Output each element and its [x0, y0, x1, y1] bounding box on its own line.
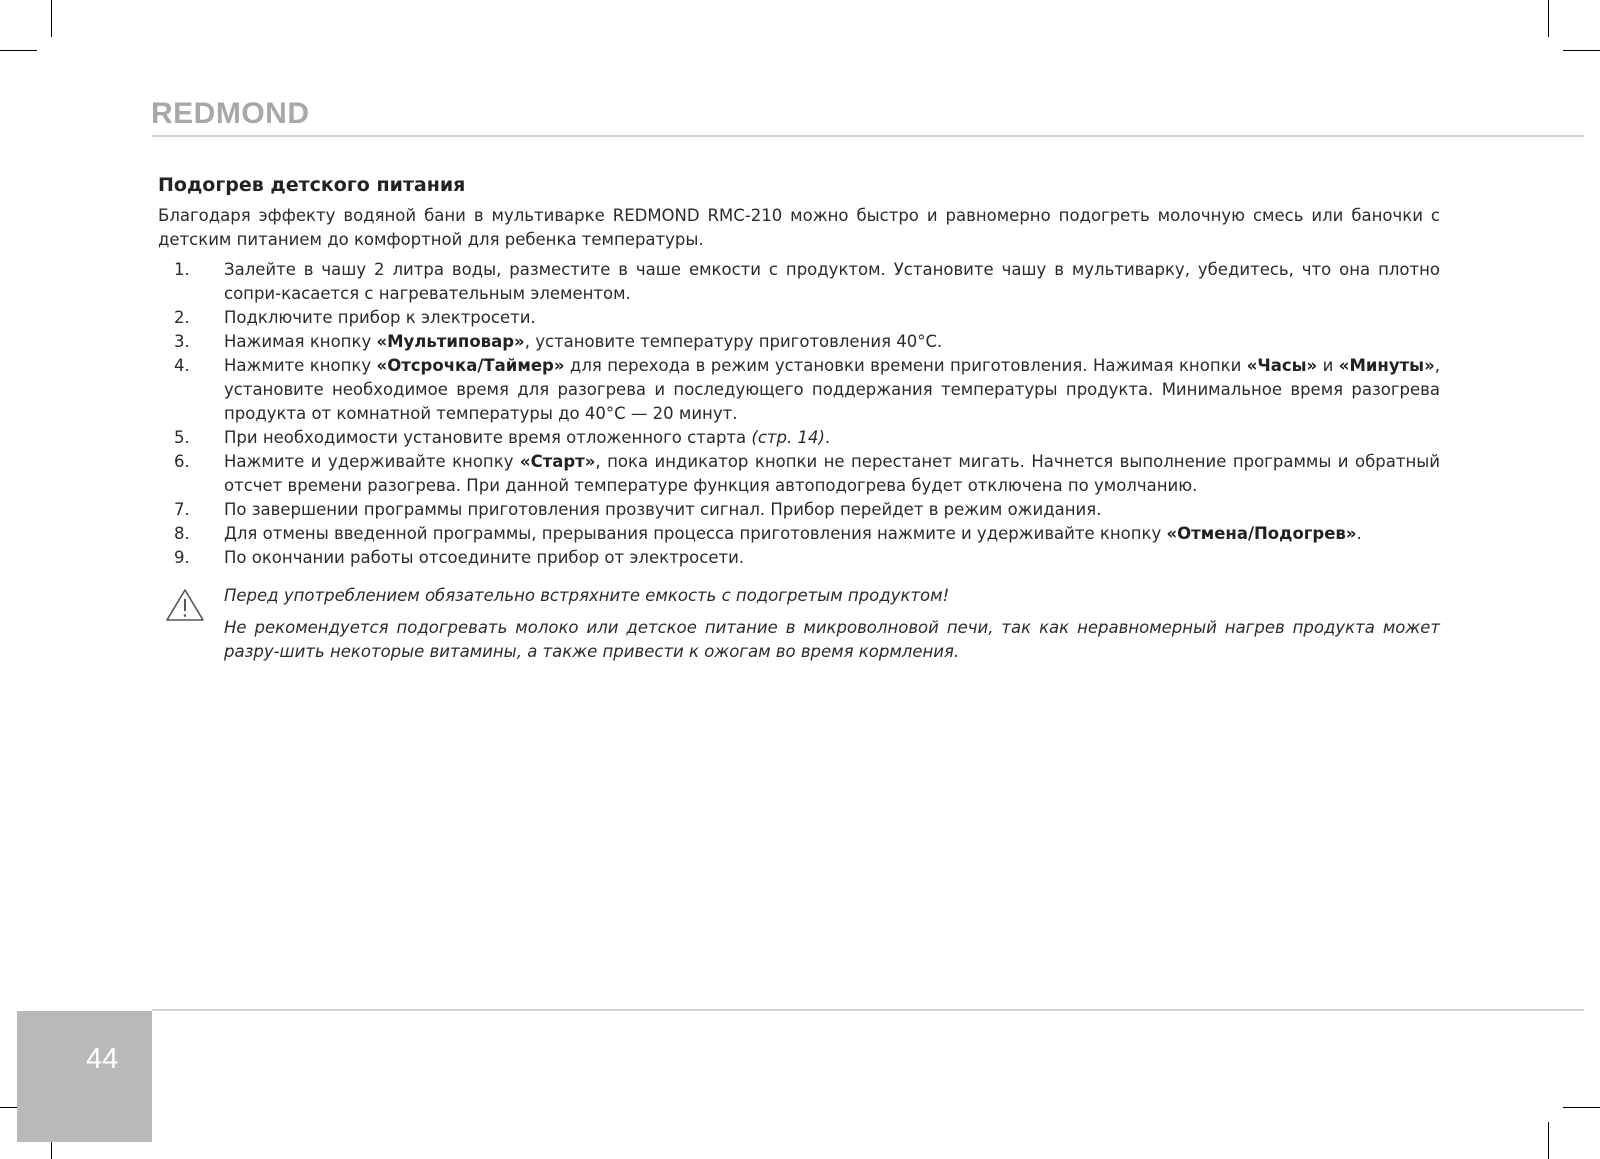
- crop-mark: [1548, 1122, 1549, 1159]
- page-number-box: [17, 1011, 152, 1142]
- warning-text: Перед употреблением обязательно встряхните емкость с подогретым продуктом!: [224, 586, 950, 605]
- header-divider: [152, 135, 1584, 137]
- list-item-number: 4.: [174, 356, 190, 375]
- list-item-text: , установите необходимое время для разогрева и последующего поддержания температуры продукта. Минимальное время разогрева продукта от комнатной температуры до 40°С — 20 минут.: [224, 356, 1440, 423]
- button-name-text: «Минуты»: [1338, 356, 1435, 375]
- list-item-text: По завершении программы приготовления прозвучит сигнал. Прибор перейдет в режим ожидания.: [224, 500, 1102, 519]
- button-name-text: «Старт»: [519, 452, 596, 471]
- crop-mark: [0, 50, 37, 51]
- button-name-text: «Мультиповар»: [376, 332, 525, 351]
- list-item-number: 9.: [174, 548, 190, 567]
- list-item-number: 6.: [174, 452, 190, 471]
- list-item-text: Нажмите и удерживайте кнопку: [224, 452, 520, 471]
- list-item-text: По окончании работы отсоедините прибор от электросети.: [224, 548, 745, 567]
- intro-paragraph: Благодаря эффекту водяной бани в мультиварке REDMOND RMC-210 можно быстро и равномерно подогреть молочную смесь или баночки с детским питанием до комфортной для ребенка температуры.: [158, 206, 1440, 249]
- list-item-text: для перехода в режим установки времени приготовления. Нажимая кнопки: [564, 356, 1247, 375]
- crop-mark: [1563, 1107, 1600, 1108]
- list-item-text: , пока индикатор кнопки не перестанет мигать. Начнется выполнение программы и обратный отсчет времени разогрева. При данной температуре функция автоподогрева будет отключена по умолчанию.: [224, 452, 1440, 495]
- list-item: [158, 330, 1440, 354]
- button-name-text: «Часы»: [1246, 356, 1318, 375]
- warning-block: [158, 584, 1440, 664]
- button-name-text: «Отмена/Подогрев»: [1166, 524, 1357, 543]
- list-item-number: 2.: [174, 308, 190, 327]
- warning-text: Не рекомендуется подогревать молоко или детское питание в микроволновой печи, так как неравномерный нагрев продукта может разру-шить некоторые витамины, а также привести к ожогам во время кормления.: [224, 618, 1440, 661]
- list-item-text: .: [824, 428, 831, 447]
- list-item: [158, 546, 1440, 570]
- brand-logo: REDMOND: [151, 97, 310, 130]
- list-item-text: Нажимая кнопку: [224, 332, 377, 351]
- list-item-number: 7.: [174, 500, 190, 519]
- list-item-text: При необходимости установите время отложенного старта: [224, 428, 752, 447]
- list-item-text: , установите температуру приготовления 40°С.: [524, 332, 943, 351]
- list-item: [158, 498, 1440, 522]
- crop-mark: [51, 0, 52, 37]
- list-item-text: Для отмены введенной программы, прерывания процесса приготовления нажмите и удерживайте кнопку: [224, 524, 1167, 543]
- list-item-number: 8.: [174, 524, 190, 543]
- crop-mark: [1563, 50, 1600, 51]
- list-item-text: Нажмите кнопку: [224, 356, 377, 375]
- page-content: [158, 170, 1440, 672]
- warning-triangle-icon: [165, 588, 205, 622]
- footer-divider: [152, 1009, 1584, 1011]
- page-reference-text: (стр. 14): [751, 428, 825, 447]
- list-item-text: Залейте в чашу 2 литра воды, разместите в чаше емкости с продуктом. Установите чашу в мультиварку, убедитесь, что она плотно сопри-касается с нагревательным элементом.: [224, 260, 1440, 303]
- list-item: [158, 450, 1440, 498]
- list-item: [158, 258, 1440, 306]
- list-item-number: 3.: [174, 332, 190, 351]
- list-item: [158, 426, 1440, 450]
- list-item-text: Подключите прибор к электросети.: [224, 308, 536, 327]
- list-item-number: 1.: [174, 260, 190, 279]
- list-item: [158, 354, 1440, 426]
- crop-mark: [1548, 0, 1549, 37]
- button-name-text: «Отсрочка/Таймер»: [376, 356, 565, 375]
- list-item-text: .: [1356, 524, 1362, 543]
- list-item-number: 5.: [174, 428, 190, 447]
- section-title: Подогрев детского питания: [158, 174, 466, 196]
- page-number: 44: [86, 1043, 119, 1075]
- list-item: [158, 522, 1440, 546]
- instruction-list: [158, 258, 1440, 570]
- list-item: [158, 306, 1440, 330]
- list-item-text: и: [1317, 356, 1339, 375]
